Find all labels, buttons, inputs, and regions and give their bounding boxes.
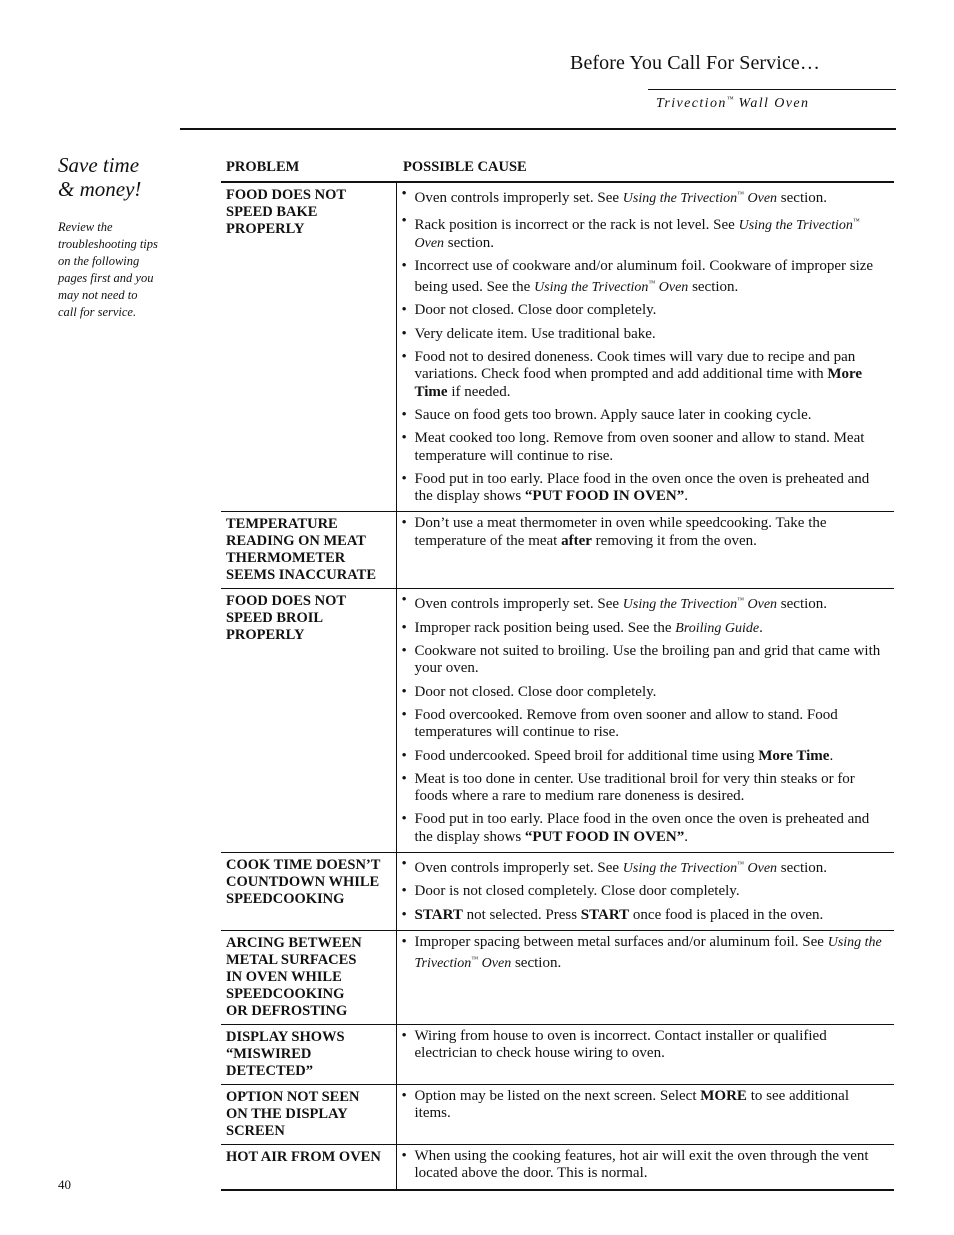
cause-text: Food put in too early. Place food in the oven once the oven is preheated and the display shows [414,811,870,845]
header-divider-short [648,89,896,90]
cause-item [402,620,885,637]
cause-cell [396,1144,894,1189]
cause-list [402,1028,885,1063]
cause-text: . [684,828,688,845]
subtitle-rest: Wall Oven [733,96,810,111]
troubleshooting-table [221,150,894,1191]
cause-item [402,213,885,252]
emphasis-text: START [414,906,463,923]
sidebar-note-line: pages first and you [58,271,154,285]
emphasis-text: MORE [700,1087,747,1104]
cause-text: Food put in too early. Place food in the oven once the oven is preheated and the display shows [414,470,870,505]
cause-item [402,471,885,506]
page-title: Before You Call For Service… [570,52,820,74]
trademark-mark: ™ [852,217,860,226]
table-row [221,182,894,512]
cause-text: Wiring from house to oven is incorrect. Contact installer or qualified electrician to check house wiring to oven. [414,1027,827,1062]
cause-item [402,856,885,877]
cause-text: Improper rack position being used. See the [414,619,676,636]
table-row [221,1144,894,1189]
cause-text: . [684,488,688,505]
problem-line: SCREEN [226,1122,285,1139]
cause-text: Food overcooked. Remove from oven sooner and allow to stand. Food temperatures will continue to rise. [414,706,838,741]
cause-text: section. [444,234,495,251]
sidebar-note-line: on the following [58,254,140,268]
table-row [221,1024,894,1084]
cause-item [402,883,885,900]
problem-line: READING ON MEAT [226,533,366,550]
problem-cell [221,589,396,853]
problem-cell [221,853,396,931]
reference-text: Using the Trivection [534,280,649,296]
page-subtitle [656,95,809,112]
trademark-mark: ™ [648,279,656,288]
cause-item [402,1088,885,1123]
cause-text: Meat cooked too long. Remove from oven sooner and allow to stand. Meat temperature will continue to rise. [414,430,865,464]
cause-item [402,349,885,401]
reference-text: Using the Trivection [738,218,853,234]
problem-line: HOT AIR FROM OVEN [226,1148,381,1165]
problem-line: FOOD DOES NOT [226,593,347,610]
cause-text: section. [511,955,562,972]
cause-item [402,592,885,613]
cause-item [402,302,885,319]
subtitle-brand: Trivection [656,96,727,111]
cause-text: section. [777,190,828,206]
cause-list [402,856,885,924]
emphasis-text: “PUT FOOD IN OVEN” [524,488,685,505]
reference-text: Oven [655,280,689,296]
cause-text: Oven controls improperly set. See [414,596,623,613]
emphasis-text: More Time [414,366,863,400]
problem-line: “MISWIRED [226,1045,312,1062]
cause-text: to see additional items. [414,1087,849,1122]
cause-item [402,748,885,765]
trademark-mark: ™ [737,190,744,198]
cause-cell [396,930,894,1024]
problem-cell [221,930,396,1024]
cause-list [402,1088,885,1123]
cause-text: section. [777,860,828,877]
cause-text: Don’t use a meat thermometer in oven while speedcooking. Take the temperature of the meat [414,515,827,549]
problem-line: SPEED BROIL [226,610,324,627]
emphasis-text: More Time [758,747,830,764]
reference-text: Using the Trivection [414,934,882,972]
cause-text: Food not to desired doneness. Cook times will vary due to recipe and pan variations. Check food when prompted and add additional time with [414,349,856,383]
cause-item [402,430,885,465]
cause-text: Oven controls improperly set. See [414,190,623,206]
table-row [221,589,894,853]
header-divider-long [180,128,896,130]
reference-text: Broiling Guide [675,620,760,636]
reference-text: Using the Trivection [622,861,738,877]
trademark-mark: ™ [726,95,734,103]
cause-text: removing it from the oven. [591,532,757,549]
reference-text: Oven [414,235,445,251]
cause-cell [396,1084,894,1144]
problem-cell [221,1024,396,1084]
cause-item [402,1028,885,1063]
cause-item [402,707,885,742]
cause-item [402,407,885,424]
problem-line: SPEEDCOOKING [226,985,345,1002]
sidebar-title-line: Save time [58,153,140,177]
cause-text: once food is placed in the oven. [629,906,824,923]
problem-line: TEMPERATURE [226,516,338,533]
cause-item [402,771,885,806]
cause-list [402,515,885,550]
cause-text: Rack position is incorrect or the rack is not level. See [414,217,739,234]
cause-item [402,934,885,973]
cause-text: When using the cooking features, hot air will exit the oven through the vent located above the door. This is normal. [414,1147,869,1182]
cause-cell [396,182,894,512]
cause-list [402,1148,885,1183]
sidebar-note-line: may not need to [58,288,138,302]
reference-text: Oven [744,191,778,206]
sidebar-note [58,219,178,321]
problem-cell [221,512,396,589]
problem-line: OPTION NOT SEEN [226,1088,360,1105]
cause-cell [396,512,894,589]
cause-text: not selected. Press [462,906,581,923]
cause-text: section. [777,596,828,613]
cause-text: . [829,747,834,764]
reference-text: Using the Trivection [622,191,738,206]
cause-list [402,592,885,846]
trademark-mark: ™ [737,596,744,605]
cause-item [402,907,885,924]
problem-cell [221,182,396,512]
cause-text: Option may be listed on the next screen. Select [414,1087,701,1104]
cause-text: Food undercooked. Speed broil for additional time using [414,747,759,764]
problem-line: ON THE DISPLAY [226,1105,348,1122]
problem-cell [221,1084,396,1144]
cause-text: Improper spacing between metal surfaces and/or aluminum foil. See [414,933,828,950]
sidebar-note-line: troubleshooting tips [58,237,158,251]
problem-line: SPEEDCOOKING [226,891,345,908]
sidebar-title [58,153,178,201]
problem-line: DETECTED” [226,1062,314,1079]
cause-column-header: POSSIBLE CAUSE [396,150,894,182]
cause-text: . [759,619,763,636]
table-row [221,512,894,589]
cause-cell [396,1024,894,1084]
table-body [221,182,894,1190]
sidebar-title-line: & money! [58,177,142,201]
reference-text: Using the Trivection [622,597,738,613]
sidebar-note-line: call for service. [58,305,137,319]
problem-line: PROPERLY [226,627,305,644]
cause-text: Very delicate item. Use traditional bake. [414,325,656,342]
cause-text: Door is not closed completely. Close door completely. [414,883,740,900]
reference-text: Oven [744,597,778,613]
problem-line: METAL SURFACES [226,951,357,968]
emphasis-text: “PUT FOOD IN OVEN” [524,828,685,845]
cause-item [402,326,885,343]
cause-text: Incorrect use of cookware and/or aluminum foil. Cookware of improper size being used. See the [414,257,874,296]
trademark-mark: ™ [471,955,479,964]
cause-text: Oven controls improperly set. See [414,860,623,877]
cause-item [402,258,885,297]
cause-item [402,811,885,846]
cause-item [402,643,885,678]
cause-text: Door not closed. Close door completely. [414,302,657,319]
problem-cell [221,1144,396,1189]
problem-line: THERMOMETER [226,550,346,567]
reference-text: Oven [478,956,512,972]
cause-item [402,186,885,207]
cause-item [402,684,885,701]
problem-line: OR DEFROSTING [226,1002,348,1019]
page-number: 40 [58,1177,71,1192]
cause-text: section. [688,279,739,296]
cause-cell [396,589,894,853]
cause-list [402,934,885,973]
problem-column-header: PROBLEM [221,150,396,182]
cause-cell [396,853,894,931]
problem-line: IN OVEN WHILE [226,968,342,985]
cause-text: if needed. [447,383,511,400]
cause-item [402,1148,885,1183]
table-header-row [221,150,894,182]
problem-line: COOK TIME DOESN’T [226,857,381,874]
table-row [221,1084,894,1144]
cause-item [402,515,885,550]
problem-line: SPEED BAKE [226,204,318,220]
table-row [221,853,894,931]
table-row [221,930,894,1024]
emphasis-text: START [580,906,630,923]
problem-line: PROPERLY [226,221,305,237]
cause-list [402,186,885,505]
problem-line: FOOD DOES NOT [226,187,347,203]
cause-text: Sauce on food gets too brown. Apply sauce later in cooking cycle. [414,406,812,423]
sidebar-note-line: Review the [58,220,113,234]
problem-line: DISPLAY SHOWS [226,1028,345,1045]
cause-text: Meat is too done in center. Use traditional broil for very thin steaks or for foods where a rare to medium rare doneness is desired. [414,770,855,805]
trademark-mark: ™ [737,860,744,869]
problem-line: COUNTDOWN WHILE [226,874,380,891]
problem-line: SEEMS INACCURATE [226,567,376,584]
reference-text: Oven [744,861,778,877]
cause-text: Door not closed. Close door completely. [414,683,657,700]
emphasis-text: after [561,532,592,549]
problem-line: ARCING BETWEEN [226,934,362,951]
cause-text: Cookware not suited to broiling. Use the broiling pan and grid that came with your oven. [414,643,881,677]
